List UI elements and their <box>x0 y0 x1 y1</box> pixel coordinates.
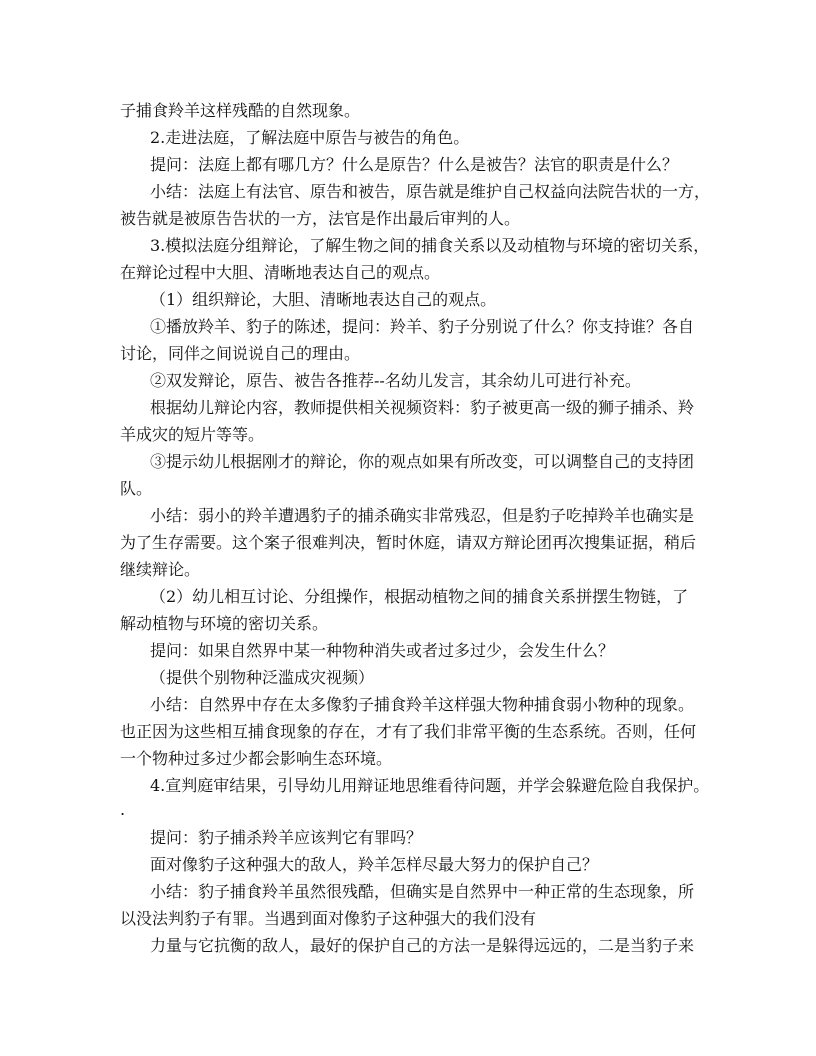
text-line: 也正因为这些相互捕食现象的存在，才有了我们非常平衡的生态系统。否则，任何 <box>120 722 697 741</box>
text-line: . <box>120 800 126 819</box>
text-line: 一个物种过多过少都会影响生态环境。 <box>120 749 393 768</box>
text-line: 根据幼儿辩论内容，教师提供相关视频资料：豹子被更高一级的狮子捕杀、羚 <box>150 398 695 417</box>
text-line: （提供个别物种泛滥成灾视频） <box>150 668 375 687</box>
text-line: 在辩论过程中大胆、清晰地表达自己的观点。 <box>120 263 441 282</box>
text-line: 提问：法庭上都有哪几方？什么是原告？什么是被告？法官的职责是什么？ <box>150 155 679 174</box>
text-line: 3.模拟法庭分组辩论，了解生物之间的捕食关系以及动植物与环境的密切关系， <box>150 236 710 255</box>
text-line: 小结：法庭上有法官、原告和被告，原告就是维护自己权益向法院告状的一方， <box>150 182 711 201</box>
text-line: （2）幼儿相互讨论、分组操作，根据动植物之间的捕食关系拼摆生物链，了 <box>150 587 689 606</box>
text-line: 小结：豹子捕食羚羊虽然很残酷，但确实是自然界中一种正常的生态现象，所 <box>150 882 695 901</box>
text-line: 面对像豹子这种强大的敌人，羚羊怎样尽最大努力的保护自己？ <box>150 855 599 874</box>
text-line: 2.走进法庭，了解法庭中原告与被告的角色。 <box>150 128 470 147</box>
text-line: 队。 <box>120 479 153 498</box>
text-line: ③提示幼儿根据刚才的辩论，你的观点如果有所改变，可以调整自己的支持团 <box>150 452 695 471</box>
text-line: 小结：自然界中存在太多像豹子捕食羚羊这样强大物种捕食弱小物种的现象。 <box>150 695 695 714</box>
text-line: ①播放羚羊、豹子的陈述，提问：羚羊、豹子分别说了什么？你支持谁？各自 <box>150 317 695 336</box>
text-line: 讨论，同伴之间说说自己的理由。 <box>120 344 361 363</box>
text-line: 力量与它抗衡的敌人，最好的保护自己的方法一是躲得远远的，二是当豹子来 <box>150 936 695 955</box>
text-line: 提问：如果自然界中某一种物种消失或者过多过少，会发生什么？ <box>150 641 615 660</box>
text-line: （1）组织辩论，大胆、清晰地表达自己的观点。 <box>150 290 497 309</box>
text-line: 继续辩论。 <box>120 560 201 579</box>
text-line: 小结：弱小的羚羊遭遇豹子的捕杀确实非常残忍，但是豹子吃掉羚羊也确实是 <box>150 506 695 525</box>
text-line: ②双发辩论，原告、被告各推荐--名幼儿发言，其余幼儿可进行补充。 <box>150 371 641 390</box>
text-line: 羊成灾的短片等等。 <box>120 425 265 444</box>
text-line: 以没法判豹子有罪。当遇到面对像豹子这种强大的我们没有 <box>120 909 537 928</box>
text-line: 4.宣判庭审结果，引导幼儿用辩证地思维看待问题，并学会躲避危险自我保护。 <box>150 776 710 795</box>
text-line: 为了生存需要。这个案子很难判决，暂时休庭，请双方辩论团再次搜集证据，稍后 <box>120 533 697 552</box>
text-line: 被告就是被原告告状的一方，法官是作出最后审判的人。 <box>120 209 521 228</box>
text-line: 解动植物与环境的密切关系。 <box>120 614 329 633</box>
text-line: 子捕食羚羊这样残酷的自然现象。 <box>120 101 361 120</box>
text-line: 提问：豹子捕杀羚羊应该判它有罪吗？ <box>150 828 423 847</box>
